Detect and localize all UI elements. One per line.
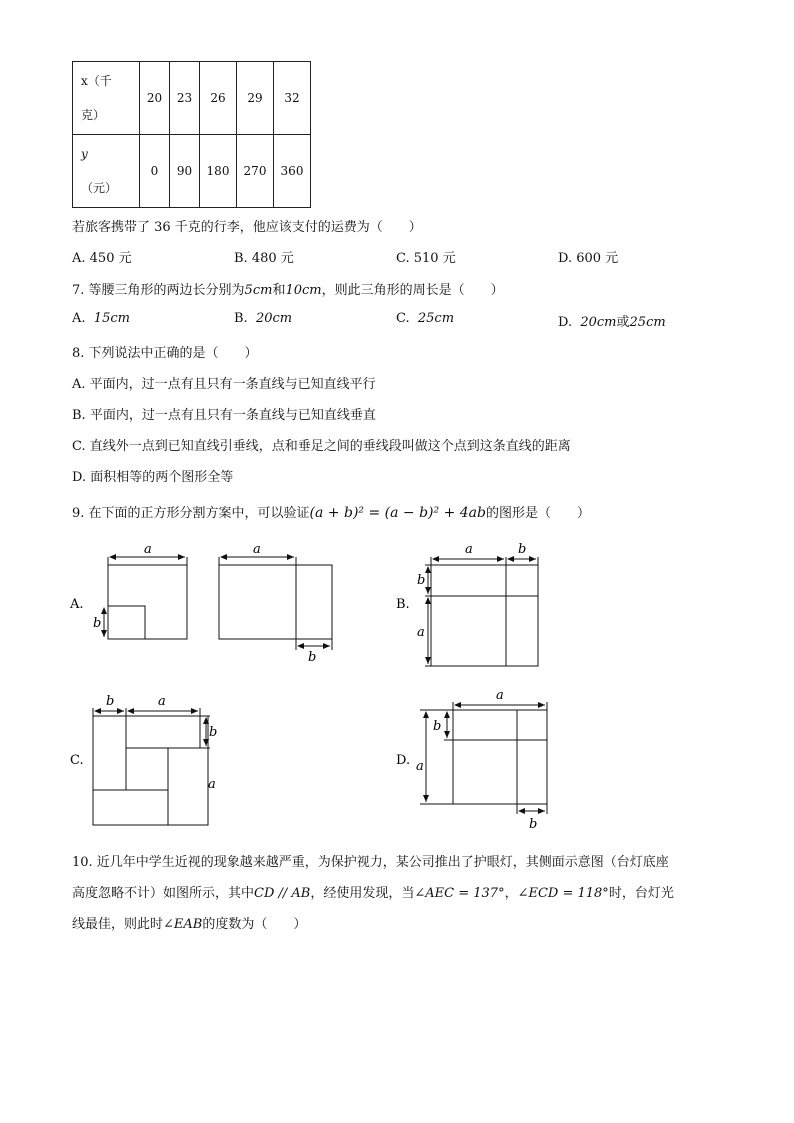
q10-line-2	[72, 882, 674, 901]
q7-option-value: 20cm	[255, 311, 293, 326]
var-label: a	[416, 759, 424, 774]
q9-stem-prefix: 9. 在下面的正方形分割方案中，可以验证	[72, 506, 310, 521]
q7-option-value-2: 25cm	[629, 315, 666, 330]
q8-option-a: A. 平面内，过一点有且只有一条直线与已知直线平行	[72, 377, 376, 392]
y-value-cell: 90	[170, 135, 200, 208]
figure-label: A.	[70, 597, 84, 612]
q10-text: 线最佳，则此时	[72, 917, 164, 932]
q6-option-d: D. 600 元	[558, 251, 619, 266]
q10-line-3	[72, 913, 306, 932]
q7-value-1: 5cm	[244, 283, 273, 298]
var-label: a	[496, 688, 504, 703]
q8-option-b: B. 平面内，过一点有且只有一条直线与已知直线垂直	[72, 408, 376, 423]
var-label: b	[433, 719, 442, 734]
big-square	[93, 716, 208, 825]
x-value-cell: 23	[170, 62, 200, 135]
var-label: a	[253, 542, 261, 557]
figure-label: C.	[70, 753, 84, 768]
y-value-cell: 270	[237, 135, 274, 208]
var-label: a	[158, 694, 166, 709]
q7-option-d-mid: 或	[616, 315, 630, 330]
q10-text: 高度忽略不计）如图所示，其中	[72, 886, 255, 901]
x-label-line2: 克）	[81, 108, 106, 122]
var-label: b	[518, 542, 527, 557]
var-label: b	[529, 817, 538, 832]
q9-formula: (a + b)² = (a − b)² + 4ab	[309, 505, 486, 521]
figure-a	[104, 557, 332, 650]
q9-stem-suffix: 的图形是（ ）	[485, 506, 590, 521]
q7-stem-mid: 和	[272, 283, 286, 298]
q7-option-label: C.	[396, 311, 410, 326]
y-label-line1: y	[81, 147, 88, 161]
y-label-line2: （元）	[81, 181, 118, 195]
q7-stem-suffix: ，则此三角形的周长是（ ）	[321, 283, 504, 298]
q7-value-2: 10cm	[285, 283, 322, 298]
x-value-cell: 32	[274, 62, 311, 135]
var-label: a	[208, 777, 216, 792]
var-label: b	[417, 573, 426, 588]
y-value-cell: 360	[274, 135, 311, 208]
square-b	[108, 606, 145, 639]
q7-option-value: 15cm	[93, 311, 130, 326]
q6-stem: 若旅客携带了 36 千克的行李，他应该支付的运费为（ ）	[72, 220, 422, 235]
figure-label: D.	[396, 753, 411, 768]
q8-stem: 8. 下列说法中正确的是（ ）	[72, 346, 258, 361]
q10-text: 时，台灯光	[608, 886, 674, 901]
x-value-cell: 29	[237, 62, 274, 135]
q10-line-1: 10. 近几年中学生近视的现象越来越严重，为保护视力，某公司推出了护眼灯，其侧面示意图（台灯底座	[72, 855, 669, 870]
big-square	[431, 565, 538, 666]
figure-c	[93, 708, 210, 825]
q6-option-b: B. 480 元	[234, 251, 294, 266]
var-label: a	[465, 542, 473, 557]
q10-parallel: CD // AB	[254, 886, 311, 901]
var-label: a	[417, 625, 425, 640]
q6-option-a: A. 450 元	[72, 251, 132, 266]
q10-text: 的度数为（ ）	[202, 917, 307, 932]
y-value-cell: 0	[140, 135, 170, 208]
big-square	[453, 710, 547, 804]
q7-option-label: D.	[558, 315, 573, 330]
q7-option-label: B.	[234, 311, 248, 326]
q10-angle-eab: ∠EAB	[163, 917, 203, 932]
q10-angle-aec: ∠AEC = 137°	[414, 886, 505, 901]
q8-option-c: C. 直线外一点到已知直线引垂线，点和垂足之间的垂线段叫做这个点到这条直线的距离	[72, 439, 571, 454]
q10-text: ，经使用发现，当	[310, 886, 415, 901]
q7-option-value: 25cm	[417, 311, 455, 326]
rectangle	[219, 565, 332, 639]
var-label: b	[209, 725, 218, 740]
figure-b	[425, 557, 538, 666]
q10-separator: ，	[504, 886, 518, 901]
var-label: b	[93, 616, 102, 631]
q7-option-label: A.	[72, 311, 86, 326]
var-label: b	[106, 694, 115, 709]
q7-stem-prefix: 7. 等腰三角形的两边长分别为	[72, 283, 245, 298]
x-label-line1: x（千	[81, 74, 112, 88]
x-value-cell: 26	[200, 62, 237, 135]
x-value-cell: 20	[140, 62, 170, 135]
q7-option-value: 20cm	[580, 315, 617, 330]
figure-label: B.	[396, 597, 410, 612]
square-a	[108, 565, 187, 639]
y-value-cell: 180	[200, 135, 237, 208]
q10-angle-ecd: ∠ECD = 118°	[517, 886, 609, 901]
q6-option-c: C. 510 元	[396, 251, 456, 266]
q8-option-d: D. 面积相等的两个图形全等	[72, 470, 234, 485]
var-label: b	[308, 650, 317, 665]
var-label: a	[144, 542, 152, 557]
